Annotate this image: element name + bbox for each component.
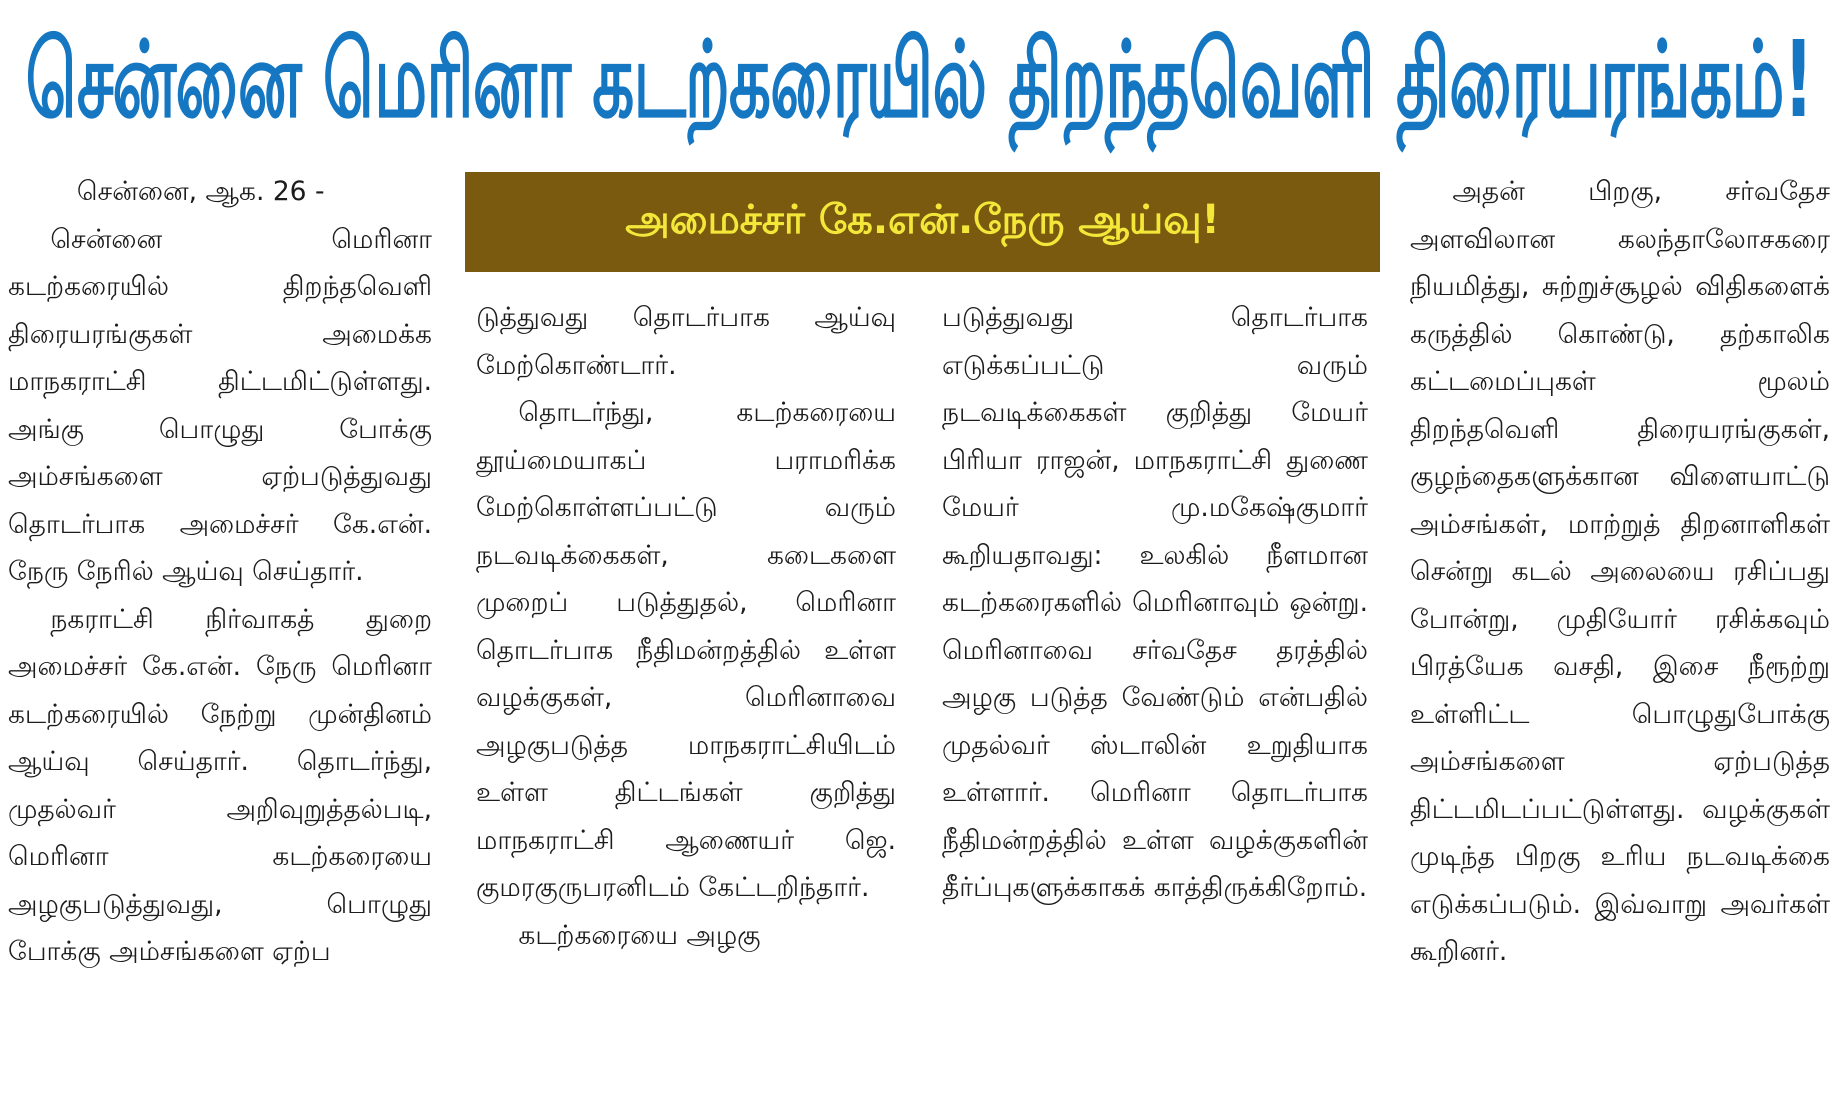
article-column-2 [476,294,896,1094]
article-paragraph: தொடர்ந்து, கடற்கரையை தூய்மையாகப் பராமரிக்க மேற்கொள்ளப்பட்டு வரும் நடவடிக்கைகள், கடைகளை முறைப் படுத்துதல், மெரினா தொடர்பாக நீதிமன்றத்தில் உள்ள வழக்குகள், மெரினாவை அழகுபடுத்த மாநகராட்சியிடம் உள்ள திட்டங்கள் குறித்து மாநகராட்சி ஆணையர் ஜெ. குமரகுருபரனிடம் கேட்டறிந்தார். [476,397,896,903]
article-column-4 [1410,168,1830,1094]
article-paragraph: கடற்கரையை அழகு [518,919,761,951]
article-paragraph: படுத்துவது தொடர்பாக எடுக்கப்பட்டு வரும் நடவடிக்கைகள் குறித்து மேயர் பிரியா ராஜன், மாநகராட்சி துணை மேயர் மு.மகேஷ்குமார் கூறியதாவது: உலகில் நீளமான கடற்கரைகளில் மெரினாவும் ஒன்று. மெரினாவை சர்வதேச தரத்தில் அழகு படுத்த வேண்டும் என்பதில் முதல்வர் ஸ்டாலின் உறுதியாக உள்ளார். மெரினா தொடர்பாக நீதிமன்றத்தில் உள்ள வழக்குகளின் தீர்ப்புகளுக்காகக் காத்திருக்கிறோம். [942,302,1368,903]
article-column-1 [8,168,432,1094]
article-paragraph: நகராட்சி நிர்வாகத் துறை அமைச்சர் கே.என். நேரு மெரினா கடற்கரையில் நேற்று முன்தினம் ஆய்வு செய்தார். தொடர்ந்து, முதல்வர் அறிவுறுத்தல்படி, மெரினா கடற்கரையை அழகுபடுத்துவது, பொழுது போக்கு அம்சங்களை ஏற்ப [8,603,432,967]
headline: சென்னை மெரினா கடற்கரையில் திறந்தவெளி திரையரங்கம்! [25,18,1813,142]
article-paragraph: அதன் பிறகு, சர்வதேச அளவிலான கலந்தாலோசகரை நியமித்து, சுற்றுச்சூழல் விதிகளைக் கருத்தில் கொண்டு, தற்காலிக கட்டமைப்புகள் மூலம் திறந்தவெளி திரையரங்குகள், குழந்தைகளுக்கான விளையாட்டு அம்சங்கள், மாற்றுத் திறனாளிகள் சென்று கடல் அலையை ரசிப்பது போன்று, முதியோர் ரசிக்கவும் பிரத்யேக வசதி, இசை நீரூற்று உள்ளிட்ட பொழுதுபோக்கு அம்சங்களை ஏற்படுத்த திட்டமிடப்பட்டுள்ளது. வழக்குகள் முடிந்த பிறகு உரிய நடவடிக்கை எடுக்கப்படும். இவ்வாறு அவர்கள் கூறினர். [1410,176,1830,967]
subheadline: அமைச்சர் கே.என்.நேரு ஆய்வு! [465,172,1380,272]
article-column-3 [942,294,1368,1094]
dateline: சென்னை, ஆக. 26 - [76,176,325,207]
article-paragraph: சென்னை மெரினா கடற்கரையில் திறந்தவெளி திரையரங்குகள் அமைக்க மாநகராட்சி திட்டமிட்டுள்ளது. அங்கு பொழுது போக்கு அம்சங்களை ஏற்படுத்துவது தொடர்பாக அமைச்சர் கே.என். நேரு நேரில் ஆய்வு செய்தார். [8,223,432,587]
article-paragraph: டுத்துவது தொடர்பாக ஆய்வு மேற்கொண்டார். [476,302,896,381]
